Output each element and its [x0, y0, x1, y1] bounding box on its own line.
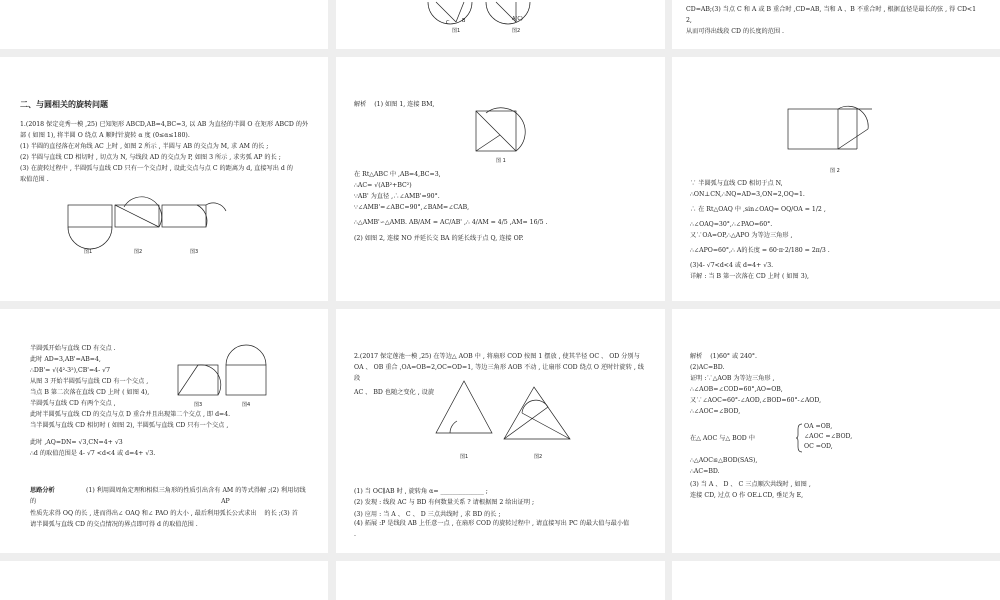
caption-fig3-bot: 图3	[194, 402, 203, 408]
label-b-top: B	[462, 18, 466, 24]
solution-line: 证明 :∵△AOB 为等边三角形 ,	[690, 375, 775, 382]
label-ac-top: A(C)	[512, 16, 523, 22]
problem-line: (3) 在旋转过程中 , 半圆弧与直线 CD 只有一个交点时 , 设此交点与点 C 的距离为 d, 直接写出 d 的	[20, 165, 293, 172]
solution-line: 从图 3 开始半圆弧与直线 CD 有一个交点 ,	[30, 378, 149, 385]
problem-line: 2.(2017 保定莲池一模 ,25) 在等边△ AOB 中 , 将扇形 COD 按图 1 摆放 , 使其半径 OC 、 OD 分别与	[354, 353, 640, 360]
text-line: 2,	[686, 17, 692, 24]
solution-line: 解析 (1) 如图 1, 连接 BM,	[354, 101, 435, 108]
solution-line: ∴ON⊥CN,∴NQ=AD=3,ON=2,OQ=1.	[690, 191, 805, 198]
analysis-line: 性质先求得 OQ 的长 , 进而得出∠ OAQ 和∠ PAO 的大小 , 最后利用弧长公式求出 的长 ;(3) 首	[30, 510, 298, 517]
caption-fig2: 图2	[134, 249, 143, 255]
solution-line: 详解 : 当 B 第一次落在 CD 上时 ( 如图 3),	[690, 273, 810, 280]
analysis-line: (1) 利用圆周角定理和相似三角形的性质引出含有 AM 的等式得解 ;(2) 利用切线	[86, 487, 306, 494]
slide-row4-left[interactable]	[0, 561, 328, 600]
solution-line: ∴∠AOB=∠COD=60°,AO=OB,	[690, 386, 783, 393]
solution-line: ∴d 的取值范围是 4- √7 <d<4 或 d=4+ √3.	[30, 450, 156, 457]
problem-line: (1) 半圆的直径落在对角线 AC 上时 , 如图 2 所示 , 半圆与 AB 的交点为 M, 求 AM 的长 ;	[20, 143, 269, 150]
problem-line: (2) 半圆与直线 CD 相切时 , 切点为 N, 与线段 AD 的交点为 P, 如图 3 所示 , 求劣弧 AP 的长 ;	[20, 154, 281, 161]
problem-line: 段	[354, 375, 361, 382]
caption-fig2-top: 图2	[512, 28, 521, 34]
slide-bot-mid[interactable]	[336, 309, 665, 553]
solution-line: ∴∠AOC=∠BOD,	[690, 408, 741, 415]
solution-line: 半圆弧与直线 CD 有两个交点 ,	[30, 400, 116, 407]
caption-fig1-top: 图1	[452, 28, 461, 34]
solution-line: (3)4- √7<d<4 或 d=4+ √3.	[690, 262, 774, 269]
section-heading: 二、与圆相关的旋转问题	[20, 99, 108, 109]
solution-line: ∴∠APO=60°,∴ A的长度 = 60·π·2/180 = 2π/3 .	[690, 247, 830, 254]
figures-triangle-sector	[336, 377, 665, 457]
slide-mid-left[interactable]	[0, 57, 328, 301]
analysis-line: 的 AP	[30, 498, 230, 505]
problem-line: 取值范围 .	[20, 176, 49, 183]
solution-line: 在 Rt△ABC 中 ,AB=4,BC=3,	[354, 171, 441, 178]
solution-line: ∴∠OAQ=30°,∴∠PAO=60°.	[690, 221, 773, 228]
figures-3-4	[0, 359, 328, 409]
problem-line: 1.(2018 保定竞秀一模 ,25) 已知矩形 ABCD,AB=4,BC=3, 以 AB 为直径的半圆 O 在矩形 ABCD 的外	[20, 121, 309, 128]
slide-row4-mid[interactable]	[336, 561, 665, 600]
figures-rotation-1-3	[0, 197, 328, 267]
question-line: .	[354, 531, 356, 538]
solution-line: (2) 如图 2, 连接 NO 并延长交 BA 的延长线于点 Q, 连接 OP.	[354, 235, 524, 242]
solution-line: ∴△AMB'∽△AMB. AB/AM = AC/AB' ,∴ 4/AM = 4/5 ,AM= 16/5 .	[354, 219, 548, 226]
question-line: (3) 应用 : 当 A 、 C 、 D 三点共线时 , 求 BD 的长 ;	[354, 511, 501, 518]
slide-mid-right[interactable]	[672, 57, 1000, 301]
slide-row4-right[interactable]	[672, 561, 1000, 600]
solution-line: 又∵∠AOC=60°-∠AOD,∠BOD=60°-∠AOD,	[690, 397, 822, 404]
solution-line: 半圆弧开始与直线 CD 有交点 .	[30, 345, 116, 352]
label-c-top: C	[446, 20, 450, 26]
solution-line: 此时 ,AQ=DN= √3,CN=4+ √3	[30, 439, 123, 446]
problem-line: AC 、 BD 也随之变化 , 设旋	[354, 389, 435, 396]
brace-line: OA =OB,	[804, 423, 833, 430]
solution-line: ∴AC= √(AB²+BC²)	[354, 182, 412, 189]
caption-fig2-right: 图 2	[830, 168, 840, 174]
analysis-label: 思路分析	[30, 487, 55, 494]
caption-fig1: 图1	[84, 249, 93, 255]
solution-line: 此时 AD=3,AB'=AB=4,	[30, 356, 101, 363]
solution-line: 此时半圆弧与直线 CD 的交点与点 D 重合并且出现第二个交点 , 即 d=4.	[30, 411, 231, 418]
solution-line: ∵ 半圆弧与直线 CD 相切于点 N,	[690, 180, 783, 187]
slide-mid-mid[interactable]	[336, 57, 665, 301]
solution-line: 又∵OA=OP,∴△APO 为等边三角形 ,	[690, 232, 793, 239]
solution-line: 当点 B 第二次落在直线 CD 上时 ( 如图 4),	[30, 389, 150, 396]
solution-line: ∴AC=BD.	[690, 468, 720, 475]
solution-line: (2)AC=BD.	[690, 364, 725, 371]
problem-line: OA 、 OB 重合 ,OA=OB=2,OC=OD=1, 等边三角形 AOB 不动 , 让扇形 COD 绕点 O 逆时针旋转 , 线	[354, 364, 644, 371]
text-line: 从而可得出线段 CD 的长度的范围 .	[686, 28, 784, 35]
solution-line: ∴DB'= √(4²-3²),CB'=4- √7	[30, 367, 110, 374]
slide-bot-right[interactable]	[672, 309, 1000, 553]
solution-line: ∴ 在 Rt△OAQ 中 ,sin∠OAQ= OQ/OA = 1/2 ,	[690, 206, 826, 213]
solution-line: 解析 (1)60° 或 240°.	[690, 353, 757, 360]
solution-line: 在△ AOC 与△ BOD 中	[690, 435, 755, 442]
solution-line: ∵AB' 为直径 ,∴∠AMB'=90°.	[354, 193, 440, 200]
caption-fig3: 图3	[190, 249, 199, 255]
analysis-line: 请半圆弧与直线 CD 的交点情况的界点即可得 d 的取值范围 .	[30, 521, 198, 528]
slide-top-right[interactable]	[672, 0, 1000, 49]
slide-top-mid[interactable]	[336, 0, 665, 49]
slide-bot-left[interactable]	[0, 309, 328, 553]
brace-line: OC =OD,	[804, 443, 833, 450]
question-line: (4) 拓展 :P 是线段 AB 上任意一点 , 在扇形 COD 的旋转过程中 , 请直接写出 PC 的最大值与最小值	[354, 520, 630, 527]
question-line: (2) 发现 : 线段 AC 与 BD 有何数量关系 ? 请根据图 2 给出证明 ;	[354, 499, 535, 506]
brace-line: ∠AOC =∠BOD,	[804, 433, 853, 440]
solution-line: 当半圆弧与直线 CD 相切时 ( 如图 2), 半圆弧与直线 CD 只有一个交点 ,	[30, 422, 229, 429]
caption-fig1-bot: 图1	[460, 454, 469, 460]
caption-solution-fig1: 图 1	[496, 158, 506, 164]
text-line: CD=AB;(3) 当点 C 和 A 或 B 重合时 ,CD=AB, 当和 A 、B 不重合时 , 根据直径是最长的弦 , 得 CD<1	[686, 6, 977, 13]
figure-top-semicircles	[336, 0, 665, 49]
solution-line: ∴△AOC≌△BOD(SAS),	[690, 457, 758, 464]
caption-fig4-bot: 图4	[242, 402, 251, 408]
solution-line: 连接 CD, 过点 O 作 OE⊥CD, 垂足为 E,	[690, 492, 804, 499]
slide-top-left[interactable]	[0, 0, 328, 49]
solution-line: ∵∠AMB'=∠ABC=90°,∠BAM=∠CAB,	[354, 204, 470, 211]
figure-tangent	[672, 97, 1000, 177]
solution-line: (3) 当 A 、 D 、 C 三点顺次共线时 , 如图 ,	[690, 481, 811, 488]
problem-line: 部 ( 如图 1), 将半圆 O 绕点 A 顺时针旋转 α 度 (0≤α≤180).	[20, 132, 190, 139]
question-line: (1) 当 OC∥AB 时 , 旋转角 α= ______________ ;	[354, 488, 488, 495]
caption-fig2-bot: 图2	[534, 454, 543, 460]
